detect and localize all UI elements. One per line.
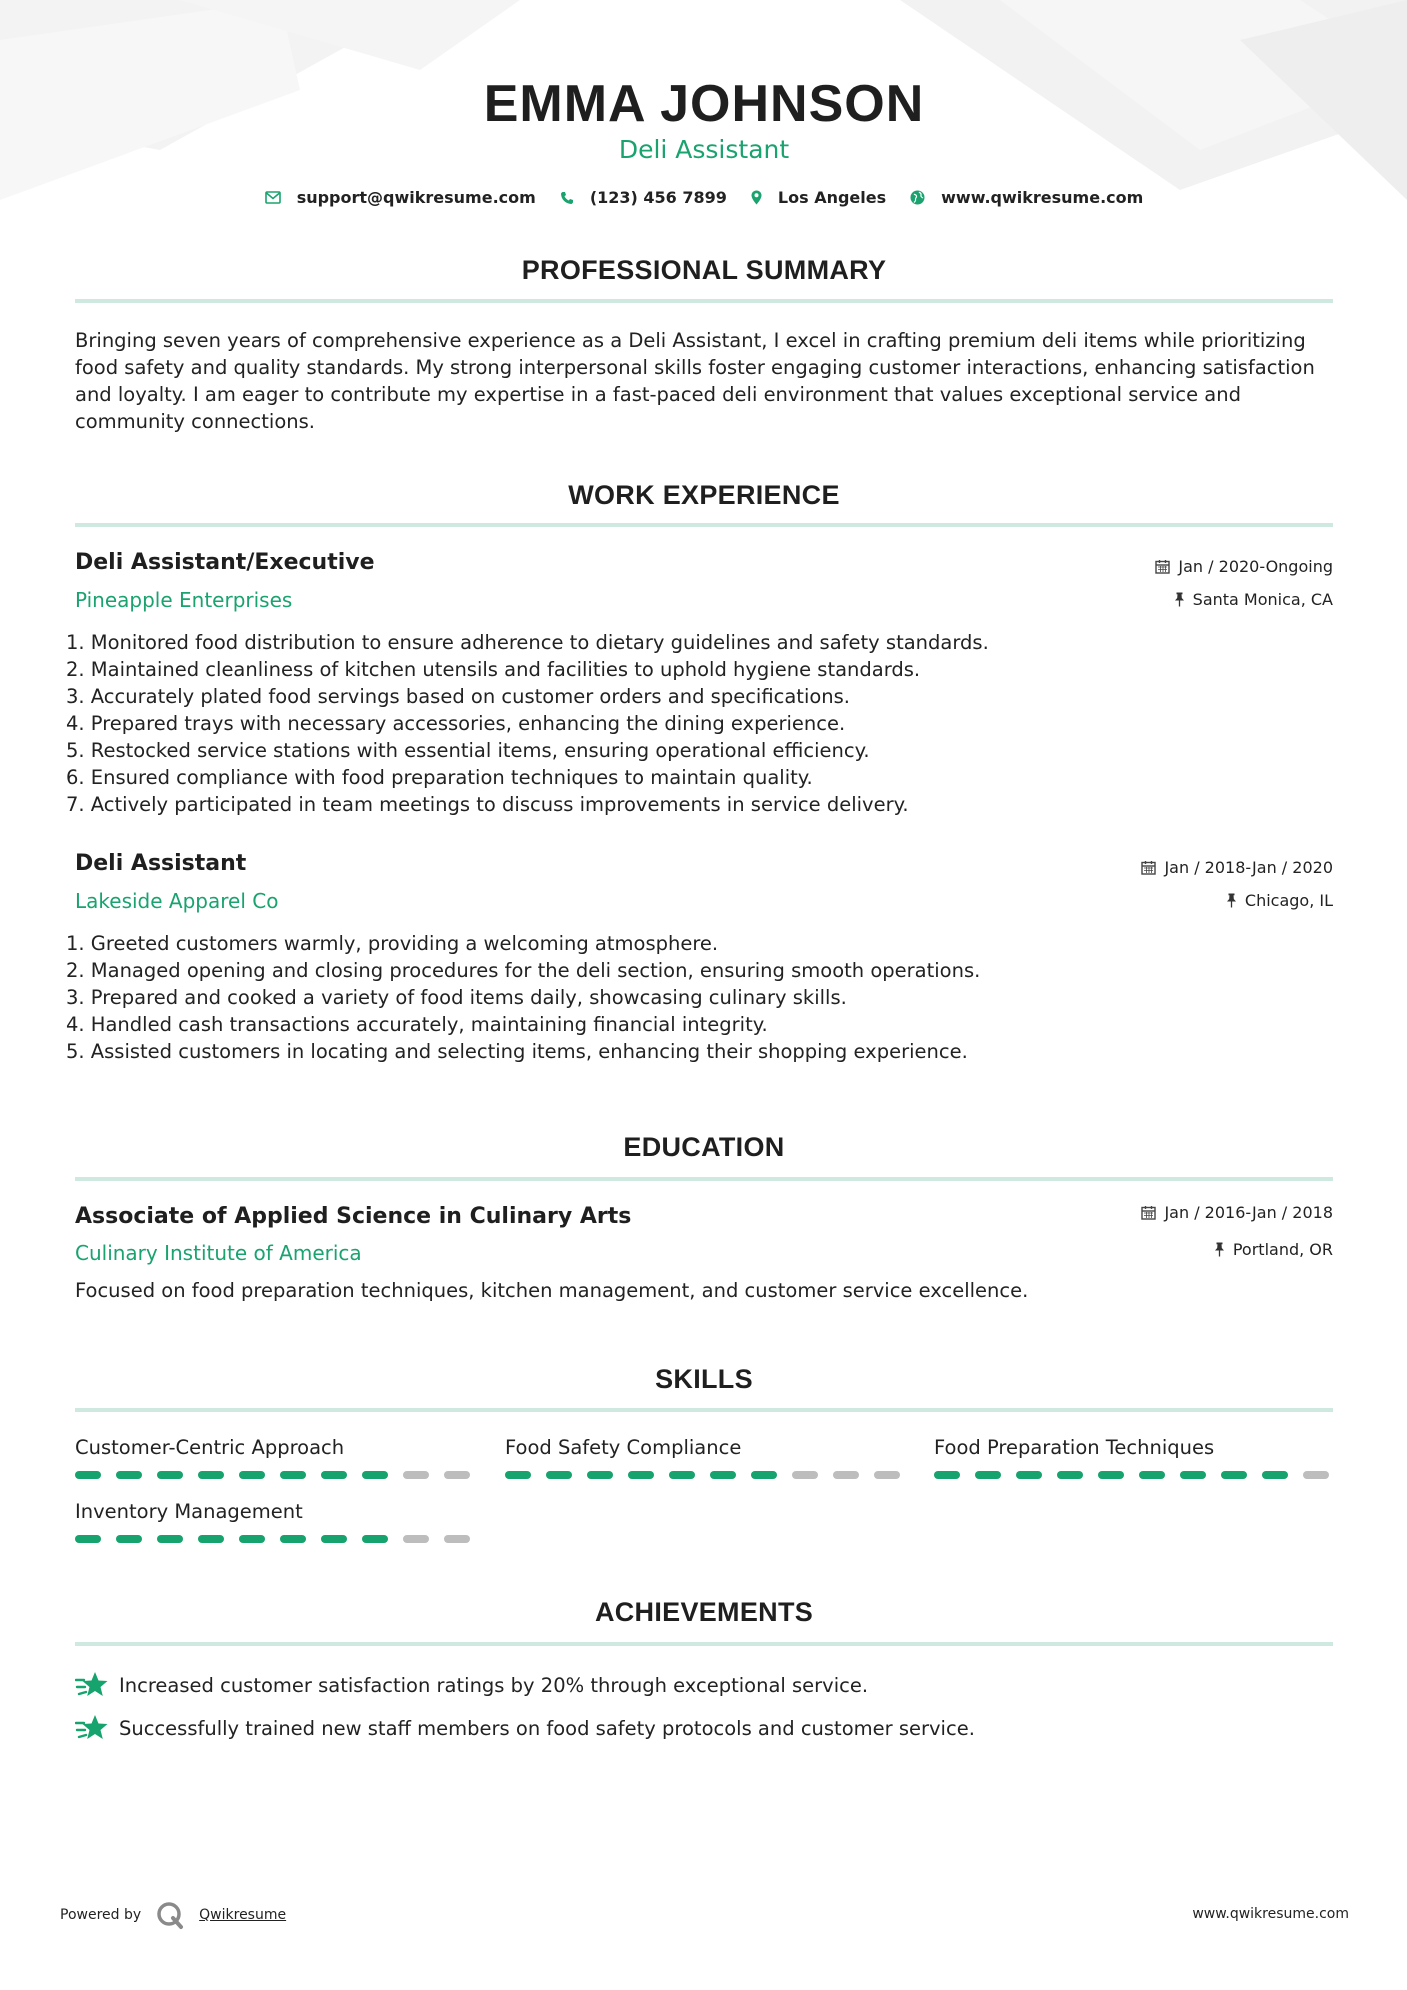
skill-label: Food Preparation Techniques <box>934 1436 1215 1459</box>
skill-dash-filled <box>1221 1471 1247 1479</box>
map-pin-icon <box>751 190 762 205</box>
skill-dash-filled <box>321 1471 347 1479</box>
candidate-role: Deli Assistant <box>618 135 790 164</box>
job-location <box>1174 590 1333 609</box>
achievement-item <box>75 1670 868 1700</box>
job-responsibilities <box>66 629 1324 818</box>
skill-dash-filled <box>321 1535 347 1543</box>
skill-dash-empty <box>403 1471 429 1479</box>
skill-dash-filled <box>1262 1471 1288 1479</box>
skill-dash-empty <box>403 1535 429 1543</box>
skills-divider <box>75 1408 1333 1412</box>
contact-email[interactable] <box>265 188 536 207</box>
list-item: 1. Greeted customers warmly, providing a welcoming atmosphere. <box>66 932 719 955</box>
list-item: 6. Ensured compliance with food preparation techniques to maintain quality. <box>66 766 813 789</box>
qwikresume-link[interactable]: Qwikresume <box>199 1907 287 1923</box>
skill-dash-filled <box>116 1535 142 1543</box>
job-location-text: Chicago, IL <box>1244 891 1333 910</box>
contact-email-text: support@qwikresume.com <box>296 188 536 207</box>
skill-dash-filled <box>198 1535 224 1543</box>
achievements-heading: ACHIEVEMENTS <box>594 1597 814 1627</box>
job-responsibilities <box>66 930 1324 1065</box>
skill-rating <box>934 1471 1344 1479</box>
education-heading: EDUCATION <box>623 1132 785 1162</box>
skill-dash-filled <box>546 1471 572 1479</box>
skill-dash-filled <box>1139 1471 1165 1479</box>
phone-icon <box>560 191 574 205</box>
skill-dash-filled <box>157 1535 183 1543</box>
education-description: Focused on food preparation techniques, kitchen management, and customer service excellence. <box>75 1279 1029 1302</box>
skill-dash-filled <box>669 1471 695 1479</box>
education-divider <box>75 1177 1333 1181</box>
contact-website[interactable] <box>910 188 1143 207</box>
skill-dash-filled <box>710 1471 736 1479</box>
skill-rating <box>505 1471 915 1479</box>
calendar-icon <box>1141 1205 1156 1220</box>
education-dates <box>1141 1203 1333 1222</box>
job-title: Deli Assistant <box>75 851 247 876</box>
achievement-item <box>75 1713 975 1743</box>
skill-label: Customer-Centric Approach <box>75 1436 345 1459</box>
skill-dash-filled <box>1057 1471 1083 1479</box>
skill-dash-empty <box>444 1535 470 1543</box>
education-location <box>1214 1240 1333 1259</box>
list-item: 4. Handled cash transactions accurately, maintaining financial integrity. <box>66 1013 768 1036</box>
experience-divider <box>75 523 1333 527</box>
skill-rating <box>75 1535 485 1543</box>
powered-by-label: Powered by <box>60 1907 142 1923</box>
skill-dash-filled <box>362 1471 388 1479</box>
education-school: Culinary Institute of America <box>75 1241 362 1265</box>
contact-location-text: Los Angeles <box>777 188 887 207</box>
skill-dash-filled <box>1180 1471 1206 1479</box>
education-degree: Associate of Applied Science in Culinary Arts <box>75 1204 632 1229</box>
contact-website-text: www.qwikresume.com <box>941 188 1144 207</box>
skill-label: Food Safety Compliance <box>505 1436 742 1459</box>
skill-dash-filled <box>198 1471 224 1479</box>
skill-dash-filled <box>157 1471 183 1479</box>
skill-dash-empty <box>874 1471 900 1479</box>
job-title: Deli Assistant/Executive <box>75 550 375 575</box>
skill-dash-filled <box>1098 1471 1124 1479</box>
pushpin-icon <box>1214 1242 1225 1257</box>
list-item: 5. Assisted customers in locating and selecting items, enhancing their shopping experience. <box>66 1040 968 1063</box>
contact-phone[interactable] <box>560 188 727 207</box>
job-company: Lakeside Apparel Co <box>75 889 279 913</box>
calendar-icon <box>1155 559 1170 574</box>
job-dates <box>1155 557 1333 576</box>
contact-location <box>751 188 886 207</box>
skill-dash-filled <box>751 1471 777 1479</box>
skill-dash-empty <box>444 1471 470 1479</box>
skill-dash-empty <box>792 1471 818 1479</box>
contact-bar <box>75 188 1333 207</box>
skill-dash-filled <box>628 1471 654 1479</box>
skill-dash-filled <box>505 1471 531 1479</box>
skill-dash-filled <box>1016 1471 1042 1479</box>
job-location <box>1226 891 1333 910</box>
education-dates-text: Jan / 2016-Jan / 2018 <box>1164 1203 1333 1222</box>
job-company: Pineapple Enterprises <box>75 588 293 612</box>
skill-dash-filled <box>75 1535 101 1543</box>
list-item: 3. Accurately plated food servings based on customer orders and specifications. <box>66 685 851 708</box>
candidate-name: EMMA JOHNSON <box>483 75 925 133</box>
powered-by <box>60 1900 286 1930</box>
contact-phone-text: (123) 456 7899 <box>589 188 727 207</box>
footer-website[interactable]: www.qwikresume.com <box>1192 1906 1349 1922</box>
achievement-text: Increased customer satisfaction ratings by 20% through exceptional service. <box>119 1673 869 1697</box>
skill-dash-filled <box>587 1471 613 1479</box>
skill-dash-filled <box>75 1471 101 1479</box>
list-item: 2. Managed opening and closing procedures for the deli section, ensuring smooth operations. <box>66 959 981 982</box>
experience-heading: WORK EXPERIENCE <box>568 480 840 510</box>
list-item: 4. Prepared trays with necessary accessories, enhancing the dining experience. <box>66 712 846 735</box>
skill-dash-filled <box>280 1471 306 1479</box>
skill-dash-filled <box>239 1471 265 1479</box>
job-dates-text: Jan / 2018-Jan / 2020 <box>1164 858 1333 877</box>
list-item: 7. Actively participated in team meetings to discuss improvements in service delivery. <box>66 793 909 816</box>
calendar-icon <box>1141 860 1156 875</box>
skill-dash-filled <box>116 1471 142 1479</box>
globe-icon <box>910 190 925 205</box>
pushpin-icon <box>1174 592 1185 607</box>
list-item: 5. Restocked service stations with essential items, ensuring operational efficiency. <box>66 739 870 762</box>
skill-dash-filled <box>280 1535 306 1543</box>
skill-dash-empty <box>833 1471 859 1479</box>
achievements-divider <box>75 1642 1333 1646</box>
job-dates <box>1141 858 1333 877</box>
list-item: 2. Maintained cleanliness of kitchen utensils and facilities to uphold hygiene standards. <box>66 658 921 681</box>
job-location-text: Santa Monica, CA <box>1192 590 1333 609</box>
envelope-icon <box>265 191 281 204</box>
job-dates-text: Jan / 2020-Ongoing <box>1178 557 1333 576</box>
list-item: 1. Monitored food distribution to ensure adherence to dietary guidelines and safety standards. <box>66 631 989 654</box>
list-item: 3. Prepared and cooked a variety of food items daily, showcasing culinary skills. <box>66 986 847 1009</box>
summary-divider <box>75 299 1333 303</box>
skill-rating <box>75 1471 485 1479</box>
skills-heading: SKILLS <box>655 1364 753 1394</box>
star-icon <box>75 1713 109 1743</box>
summary-text: Bringing seven years of comprehensive experience as a Deli Assistant, I excel in crafting premium deli items while prioritizing food safety and quality standards. My strong interpersonal skills foster engaging customer interactions, enhancing satisfaction and loyalty. I am eager to contribute my expertise in a fast-paced deli environment that values exceptional service and community connections. <box>75 329 1315 433</box>
skill-dash-filled <box>362 1535 388 1543</box>
star-icon <box>75 1670 109 1700</box>
pushpin-icon <box>1226 893 1237 908</box>
skill-dash-filled <box>975 1471 1001 1479</box>
achievement-text: Successfully trained new staff members on food safety protocols and customer service. <box>119 1716 975 1740</box>
summary-heading: PROFESSIONAL SUMMARY <box>521 255 887 285</box>
skill-dash-filled <box>239 1535 265 1543</box>
education-location-text: Portland, OR <box>1232 1240 1333 1259</box>
skill-label: Inventory Management <box>75 1500 303 1523</box>
skill-dash-empty <box>1303 1471 1329 1479</box>
skill-dash-filled <box>934 1471 960 1479</box>
qwikresume-logo-icon <box>155 1900 185 1930</box>
